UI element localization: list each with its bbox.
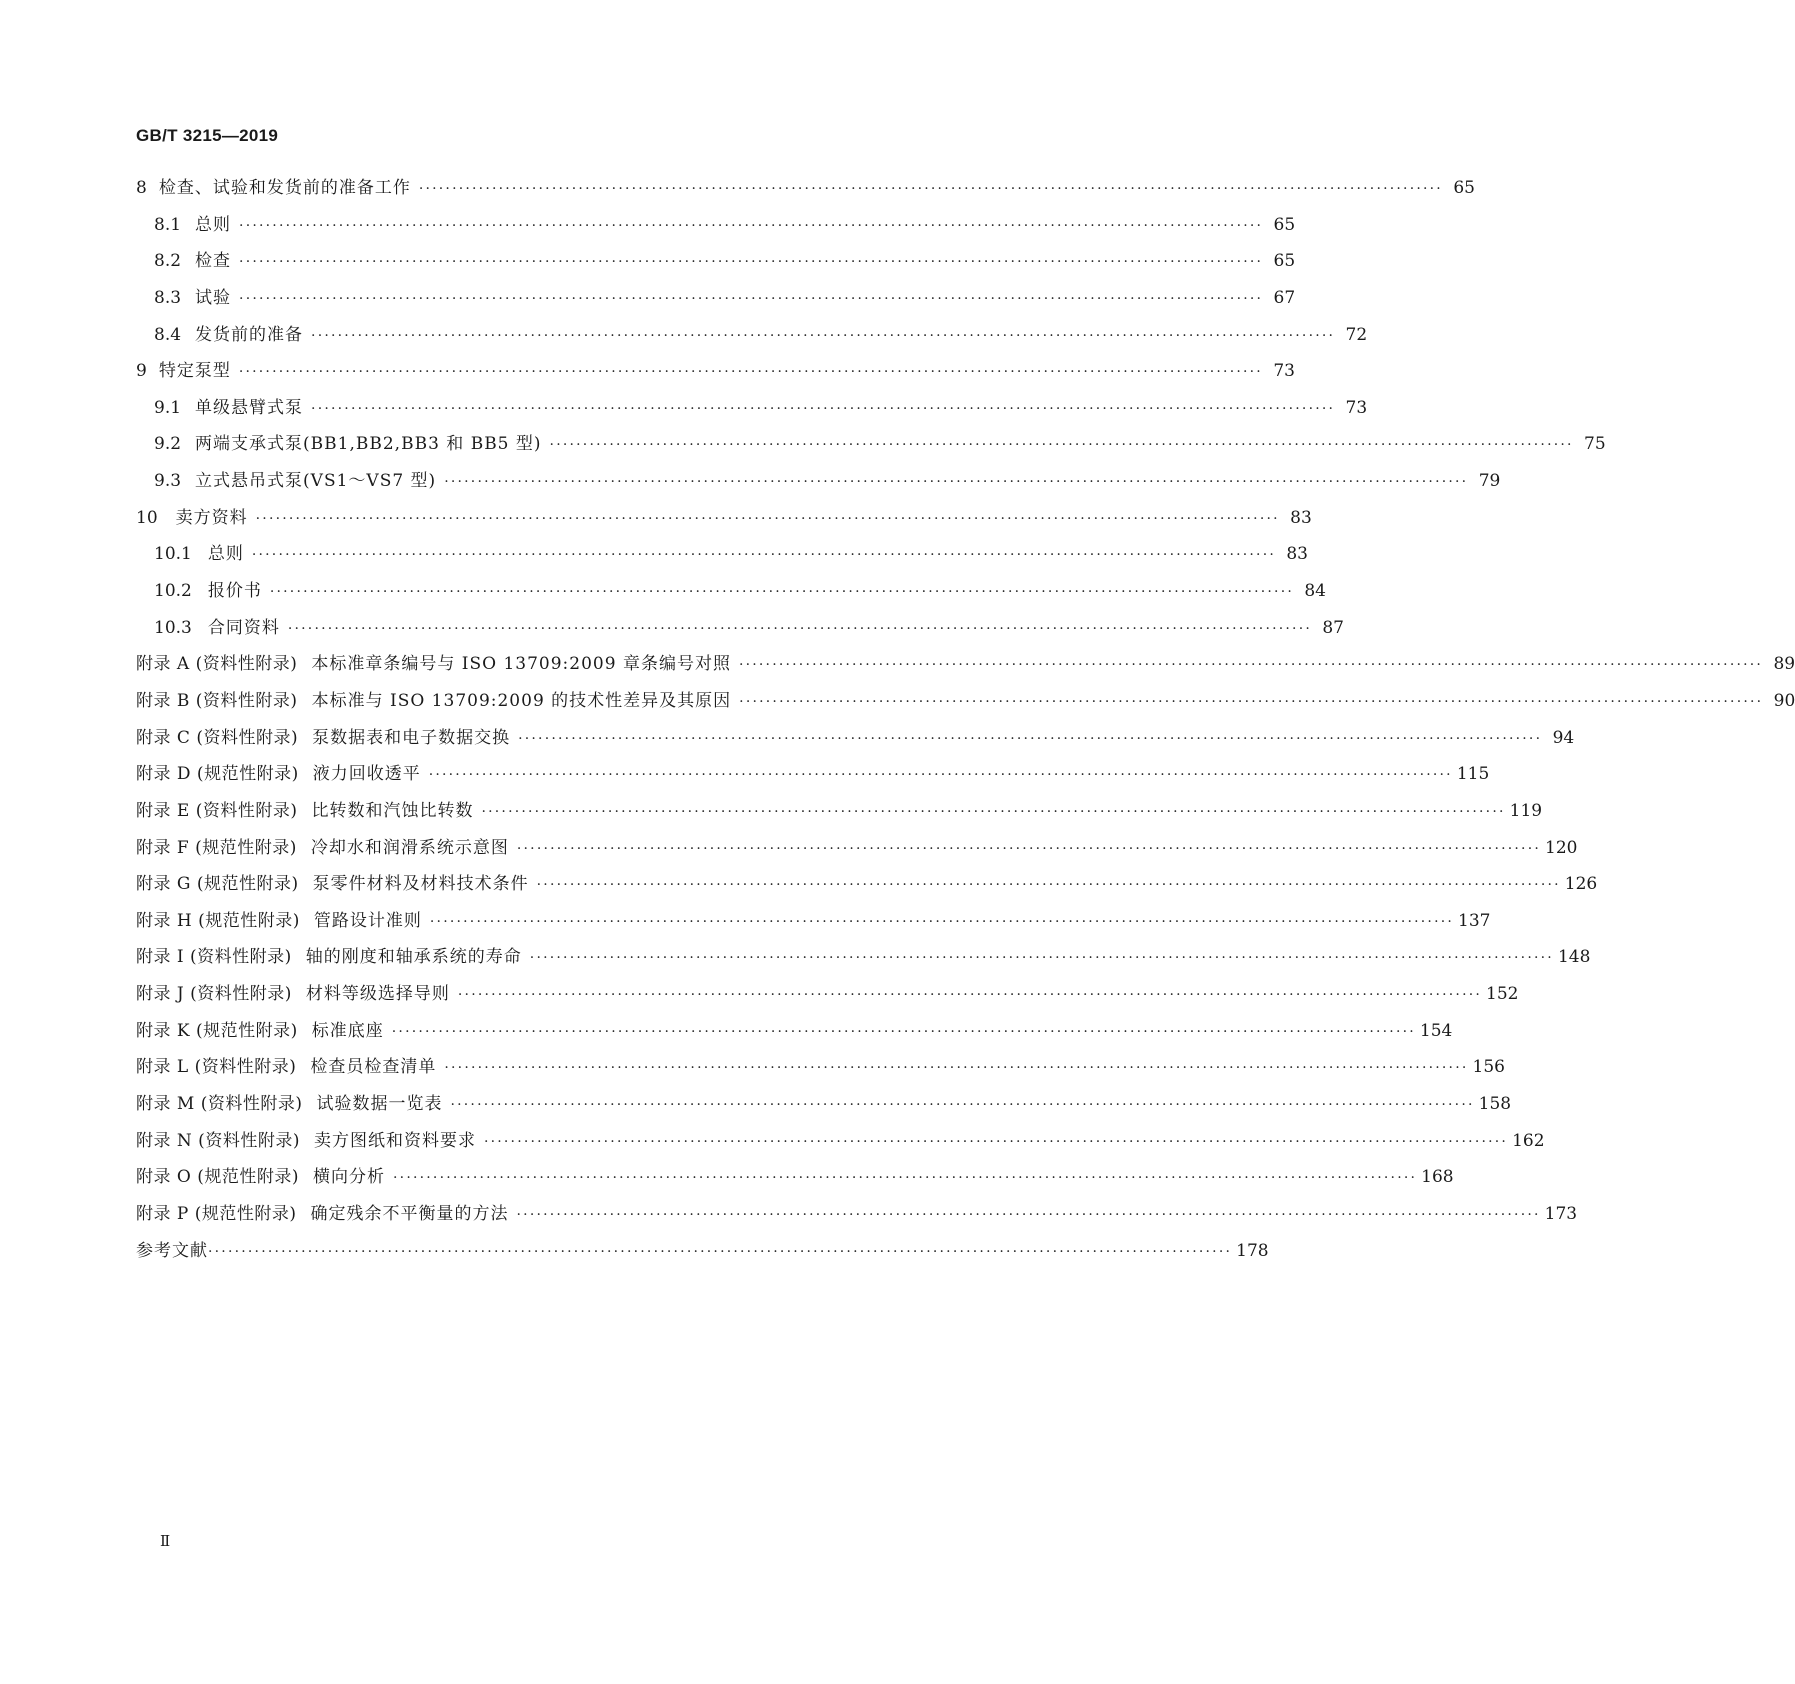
toc-entry-10-3[interactable] <box>136 616 1344 653</box>
toc-title: 特定泵型 <box>158 361 231 382</box>
toc-entry-8-4[interactable] <box>136 323 1368 360</box>
toc-entry-annex-c[interactable] <box>136 726 1575 763</box>
toc-title: 泵数据表和电子数据交换 <box>312 727 511 748</box>
toc-page-number: 83 <box>1286 544 1308 565</box>
toc-leader-dots: ·························································································································································· <box>269 584 1294 601</box>
toc-page-number: 137 <box>1458 910 1491 931</box>
toc-page-number: 173 <box>1544 1203 1578 1224</box>
toc-title: 总则 <box>195 214 232 235</box>
toc-title: 检查员检查清单 <box>310 1057 437 1078</box>
toc-entry-9-1[interactable] <box>136 396 1368 433</box>
toc-title: 发货前的准备 <box>195 324 304 345</box>
toc-leader-dots: ·························································································································································· <box>444 474 1469 491</box>
toc-leader-dots: ·························································································································································· <box>418 181 1443 197</box>
toc-number: 8.2 <box>154 251 182 272</box>
toc-leader-dots: ·························································································································································· <box>457 987 1483 1004</box>
toc-leader-dots: ·························································································································································· <box>311 400 1336 417</box>
toc-page-number: 148 <box>1557 947 1591 968</box>
toc-leader-dots: ·························································································································································· <box>429 913 1455 930</box>
toc-title: 立式悬吊式泵(VS1～VS7 型) <box>195 471 437 492</box>
toc-entry-bibliography[interactable] <box>136 1239 1269 1276</box>
toc-leader-dots: ·························································································································································· <box>738 657 1764 674</box>
toc-leader-dots: ·························································································································································· <box>481 803 1506 820</box>
toc-leader-dots: ·························································································································································· <box>518 730 1543 747</box>
toc-leader-dots: ·························································································································································· <box>549 437 1574 454</box>
toc-title: 卖方图纸和资料要求 <box>313 1130 476 1151</box>
toc-leader-dots: ·························································································································································· <box>239 254 1264 271</box>
toc-page-number: 87 <box>1322 617 1344 638</box>
toc-title: 检查、试验和发货前的准备工作 <box>158 178 411 198</box>
toc-leader-dots: ·························································································································································· <box>450 1097 1475 1114</box>
toc-title: 报价书 <box>207 581 262 602</box>
toc-page-number: 65 <box>1273 214 1296 235</box>
toc-entry-annex-m[interactable] <box>136 1092 1512 1129</box>
toc-title: 横向分析 <box>313 1167 386 1188</box>
toc-entry-annex-h[interactable] <box>136 909 1491 946</box>
toc-entry-9-2[interactable] <box>136 432 1606 469</box>
toc-number: 9 <box>136 361 147 382</box>
toc-page-number: 72 <box>1345 324 1368 345</box>
toc-title: 泵零件材料及材料技术条件 <box>312 874 529 895</box>
toc-page-number: 162 <box>1512 1130 1545 1151</box>
toc-entry-8-3[interactable] <box>136 286 1296 323</box>
toc-entry-annex-p[interactable] <box>136 1202 1578 1239</box>
toc-number: 9.2 <box>154 434 182 455</box>
toc-annex-label: 附录 C (资料性附录) <box>136 727 299 748</box>
standard-code: GB/T 3215—2019 <box>136 126 279 145</box>
toc-page-number: 152 <box>1486 984 1519 1005</box>
toc-entry-annex-g[interactable] <box>136 872 1598 909</box>
toc-annex-label: 附录 M (资料性附录) <box>136 1094 303 1115</box>
toc-annex-label: 附录 I (资料性附录) <box>136 947 292 968</box>
toc-page-number: 94 <box>1552 727 1575 748</box>
toc-leader-dots: ·························································································································································· <box>311 327 1336 344</box>
toc-leader-dots: ·························································································································································· <box>393 1170 1418 1187</box>
toc-page-number: 67 <box>1273 287 1296 308</box>
toc-entry-annex-i[interactable] <box>136 945 1591 982</box>
toc-number: 10 <box>136 507 158 528</box>
toc-page-number: 79 <box>1478 471 1501 492</box>
toc-entry-10[interactable] <box>136 506 1312 543</box>
toc-page-number: 75 <box>1584 434 1606 455</box>
toc-page-number: 65 <box>1273 251 1296 272</box>
toc-annex-label: 附录 P (规范性附录) <box>136 1203 297 1224</box>
toc-title: 试验 <box>195 287 232 308</box>
toc-page-number: 156 <box>1472 1057 1505 1078</box>
toc-title: 参考文献 <box>136 1240 208 1261</box>
toc-page-number: 120 <box>1545 837 1578 858</box>
toc-entry-annex-d[interactable] <box>136 762 1490 799</box>
toc-entry-9[interactable] <box>136 359 1295 396</box>
toc-leader-dots: ·························································································································································· <box>516 840 1542 857</box>
toc-title: 冷却水和润滑系统示意图 <box>310 837 509 858</box>
toc-leader-dots: ·························································································································································· <box>529 950 1554 967</box>
toc-title: 比转数和汽蚀比转数 <box>311 800 474 821</box>
toc-entry-annex-b[interactable] <box>136 689 1795 726</box>
toc-leader-dots: ·························································································································································· <box>251 547 1276 564</box>
toc-page-number: 158 <box>1478 1094 1512 1115</box>
toc-page-number: 90 <box>1773 690 1795 711</box>
toc-title: 总则 <box>207 544 244 565</box>
toc-page-number: 154 <box>1419 1020 1453 1041</box>
toc-title: 合同资料 <box>207 617 280 638</box>
toc-page-number: 115 <box>1456 764 1490 785</box>
toc-leader-dots: ·························································································································································· <box>428 767 1453 784</box>
toc-annex-label: 附录 J (资料性附录) <box>136 984 292 1005</box>
toc-entry-annex-o[interactable] <box>136 1165 1454 1202</box>
toc-annex-label: 附录 H (规范性附录) <box>136 910 300 931</box>
toc-number: 8 <box>136 178 147 198</box>
toc-leader-dots: ·························································································································································· <box>444 1060 1469 1077</box>
toc-page-number: 83 <box>1290 507 1312 528</box>
toc-page-number: 65 <box>1453 178 1475 198</box>
toc-entry-annex-n[interactable] <box>136 1129 1545 1166</box>
toc-title: 液力回收透平 <box>312 764 421 785</box>
toc-title: 材料等级选择导则 <box>305 984 450 1005</box>
toc-entry-annex-a[interactable] <box>136 652 1795 689</box>
toc-entry-8-2[interactable] <box>136 249 1296 286</box>
toc-page-number: 178 <box>1236 1240 1269 1261</box>
toc-page-number: 168 <box>1421 1167 1454 1188</box>
toc-title: 确定残余不平衡量的方法 <box>310 1203 509 1224</box>
toc-annex-label: 附录 F (规范性附录) <box>136 837 297 858</box>
toc-annex-label: 附录 E (资料性附录) <box>136 800 298 821</box>
toc-annex-label: 附录 N (资料性附录) <box>136 1130 300 1151</box>
toc-title: 管路设计准则 <box>313 910 422 931</box>
toc-annex-label: 附录 B (资料性附录) <box>136 690 298 711</box>
page-number: Ⅱ <box>160 1532 171 1550</box>
toc-page-number: 89 <box>1773 654 1795 675</box>
toc-leader-dots: ·························································································································································· <box>239 217 1264 234</box>
toc-annex-label: 附录 O (规范性附录) <box>136 1167 300 1188</box>
toc-leader-dots: ·························································································································································· <box>208 1243 1233 1260</box>
toc-number: 9.1 <box>154 397 182 418</box>
toc-entry-annex-e[interactable] <box>136 799 1543 836</box>
toc-entry-10-2[interactable] <box>136 579 1326 616</box>
toc-entry-annex-l[interactable] <box>136 1055 1505 1092</box>
toc-leader-dots: ·························································································································································· <box>516 1206 1541 1223</box>
table-of-contents <box>136 176 1795 1275</box>
toc-title: 轴的刚度和轴承系统的寿命 <box>305 947 522 968</box>
toc-annex-label: 附录 G (规范性附录) <box>136 874 299 895</box>
toc-entry-annex-j[interactable] <box>136 982 1519 1019</box>
toc-entry-8[interactable] <box>136 176 1475 213</box>
toc-number: 8.4 <box>154 324 182 345</box>
toc-title: 单级悬臂式泵 <box>195 397 304 418</box>
toc-leader-dots: ·························································································································································· <box>739 693 1764 710</box>
toc-annex-label: 附录 K (规范性附录) <box>136 1020 298 1041</box>
toc-leader-dots: ·························································································································································· <box>287 620 1312 637</box>
toc-page-number: 119 <box>1509 800 1543 821</box>
toc-title: 卖方资料 <box>175 507 248 528</box>
toc-entry-9-3[interactable] <box>136 469 1501 506</box>
toc-leader-dots: ·························································································································································· <box>391 1023 1416 1040</box>
toc-entry-annex-f[interactable] <box>136 836 1578 873</box>
toc-annex-label: 附录 L (资料性附录) <box>136 1057 297 1078</box>
toc-number: 10.2 <box>154 581 192 602</box>
toc-number: 10.1 <box>154 544 192 565</box>
toc-leader-dots: ·························································································································································· <box>239 290 1264 307</box>
toc-leader-dots: ·························································································································································· <box>255 510 1280 527</box>
toc-number: 8.1 <box>154 214 182 235</box>
toc-number: 8.3 <box>154 287 182 308</box>
toc-title: 试验数据一览表 <box>316 1094 443 1115</box>
toc-title: 本标准章条编号与 ISO 13709:2009 章条编号对照 <box>311 654 731 675</box>
toc-page-number: 84 <box>1304 581 1326 602</box>
toc-annex-label: 附录 A (资料性附录) <box>136 654 298 675</box>
toc-leader-dots: ·························································································································································· <box>536 877 1561 894</box>
toc-page-number: 73 <box>1345 397 1368 418</box>
toc-page-number: 73 <box>1273 361 1295 382</box>
toc-leader-dots: ·························································································································································· <box>238 364 1263 381</box>
toc-entry-10-1[interactable] <box>136 542 1308 579</box>
toc-title: 两端支承式泵(BB1,BB2,BB3 和 BB5 型) <box>195 434 542 455</box>
toc-title: 本标准与 ISO 13709:2009 的技术性差异及其原因 <box>311 690 732 711</box>
toc-entry-8-1[interactable] <box>136 213 1296 250</box>
toc-page-number: 126 <box>1564 874 1598 895</box>
toc-number: 9.3 <box>154 471 182 492</box>
toc-entry-annex-k[interactable] <box>136 1019 1453 1056</box>
toc-title: 检查 <box>195 251 232 272</box>
toc-title: 标准底座 <box>311 1020 384 1041</box>
toc-annex-label: 附录 D (规范性附录) <box>136 764 299 785</box>
toc-leader-dots: ·························································································································································· <box>483 1133 1509 1150</box>
toc-number: 10.3 <box>154 617 192 638</box>
